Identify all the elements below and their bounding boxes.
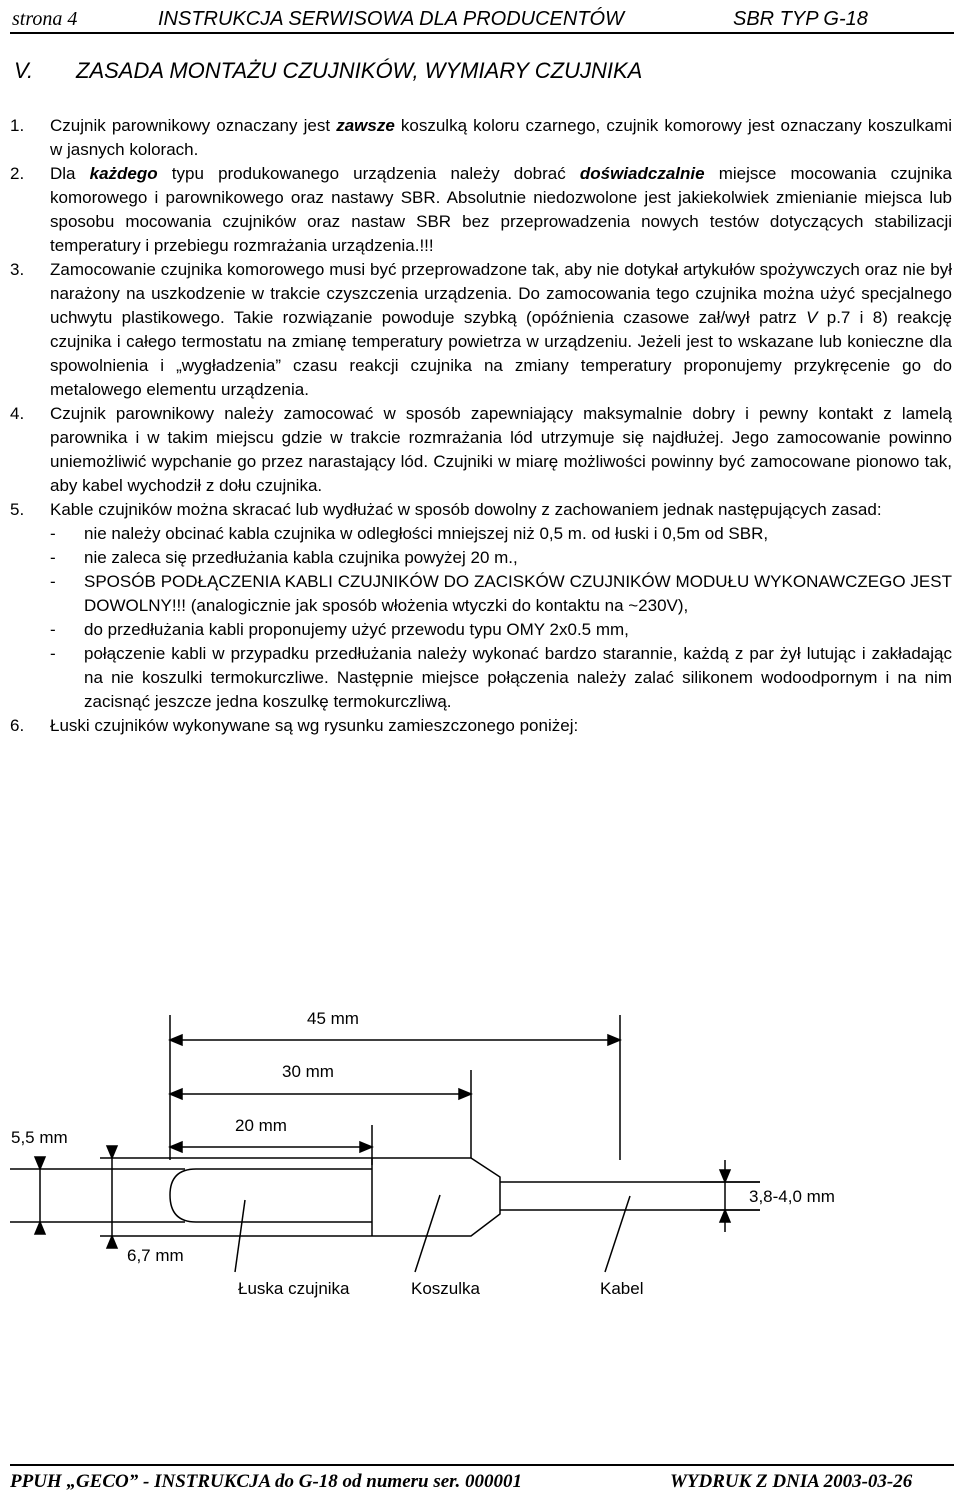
list-item: 6. Łuski czujników wykonywane są wg rysunku zamieszczonego poniżej: xyxy=(10,714,952,738)
page-header xyxy=(10,6,954,34)
page-number: strona 4 xyxy=(12,8,78,30)
item-number: 6. xyxy=(10,716,25,735)
dimension-label-45mm: 45 mm xyxy=(307,1009,359,1028)
device-type: SBR TYP G-18 xyxy=(733,8,868,30)
emphasis: V xyxy=(806,308,818,327)
document-title: INSTRUKCJA SERWISOWA DLA PRODUCENTÓW xyxy=(158,8,624,30)
sub-list-item: - nie zaleca się przedłużania kabla czujnika powyżej 20 m., xyxy=(50,548,518,567)
list-item: 3. Zamocowanie czujnika komorowego musi być przeprowadzone tak, aby nie dotykał artykułów spożywczych oraz nie był narażony na uszkodzenie w trakcie czyszczenia urządzenia. Do zamocowania tego czujnika można użyć specjalnego uchwytu plastikowego. Takie rozwiązanie powoduje szybką (opóźnienia czasowe zał/wył patrz V p.7 i 8) reakcję czujnika i całego termostatu na zmianę temperatury powietrza w urządzeniu. Jeżeli jest to wskazane lub konieczne dla spowolnienia i „wygładzenia” czasu reakcji czujnika na zmiany temperatury proponujemy przykręcenie go do metalowego elementu urządzenia. xyxy=(10,260,952,399)
sensor-drawing-svg xyxy=(0,990,960,1320)
dimension-label-cable: 3,8-4,0 mm xyxy=(749,1187,835,1206)
dimension-label-30mm: 30 mm xyxy=(282,1062,334,1081)
sensor-shell-drawing xyxy=(0,990,960,1320)
label-cable: Kabel xyxy=(600,1279,644,1298)
shell-body xyxy=(170,1169,372,1222)
sleeve-body xyxy=(372,1158,500,1236)
instructions-list xyxy=(10,114,952,738)
item-number: 5. xyxy=(10,500,25,519)
emphasis: zawsze xyxy=(336,116,395,135)
footer-document-info: PPUH „GECO” - INSTRUKCJA do G-18 od numeru ser. 000001 xyxy=(10,1471,523,1492)
sub-list-item: - SPOSÓB PODŁĄCZENIA KABLI CZUJNIKÓW DO ZACISKÓW CZUJNIKÓW MODUŁU WYKONAWCZEGO JEST DOWOLNY!!! (analogicznie jak sposób włożenia wtyczki do kontaktu na ~230V), xyxy=(50,572,952,615)
section-number: V. xyxy=(14,58,34,83)
list-item: 1. Czujnik parownikowy oznaczany jest zawsze koszulką koloru czarnego, czujnik komorowy jest oznaczany koszulkami w jasnych kolorach. xyxy=(10,116,953,159)
emphasis: doświadczalnie xyxy=(579,164,705,183)
list-item: 5. Kable czujników można skracać lub wydłużać w sposób dowolny z zachowaniem jednak następujących zasad: - nie należy obcinać kabla czujnika w odległości mniejszej niż 0,5 m. od łuski i 0,5m od SBR, - nie zaleca się przedłużania kabla czujnika powyżej 20 m., - SPOSÓB PODŁĄCZENIA KABLI CZUJNIKÓW DO ZACISKÓW CZUJNIKÓW MODUŁU WYKONAWCZEGO JEST DOWOLNY!!! (analogicznie jak sposób włożenia wtyczki do kontaktu na ~230V), - do przedłużania kabli proponujemy użyć przewodu typu OMY 2x0.5 mm, - połączenie kabli w przypadku przedłużania należy wykonać bardzo starannie, każdą z par żył lutując i zakładając na nie koszulki termokurczliwe. Następnie miejsce połączenia należy zalać silikonem wodoodpornym i na nim zacisnąć jeszcze jedna koszulkę termokurczliwą. xyxy=(10,498,952,714)
section-heading xyxy=(14,58,642,84)
leader-cable xyxy=(605,1196,630,1272)
item-number: 4. xyxy=(10,404,25,423)
label-sensor-shell: Łuska czujnika xyxy=(238,1279,350,1298)
label-sleeve: Koszulka xyxy=(411,1279,480,1298)
list-item: 4. Czujnik parownikowy należy zamocować w sposób zapewniający maksymalnie dobry i pewny kontakt z lamelą parownika i w takim miejscu gdzie w trakcie rozmrażania lód utrzymuje się najdłużej. Jego zamocowanie powinno uniemożliwić wypchanie go przez narastający lód. Czujniki w miarę możliwości powinny być zamocowane pionowo tak, aby kabel wychodził z dołu czujnika. xyxy=(10,404,952,495)
emphasis: każdego xyxy=(89,164,158,183)
dimension-label-5-5mm: 5,5 mm xyxy=(11,1128,68,1147)
footer-print-date: WYDRUK Z DNIA 2003-03-26 xyxy=(670,1471,913,1492)
item-number: 3. xyxy=(10,260,25,279)
sub-list xyxy=(50,522,952,714)
dimension-label-6-7mm: 6,7 mm xyxy=(127,1246,184,1265)
leader-sleeve xyxy=(415,1195,440,1272)
item-number: 2. xyxy=(10,164,25,183)
sub-list-item: - nie należy obcinać kabla czujnika w odległości mniejszej niż 0,5 m. od łuski i 0,5m od SBR, xyxy=(50,524,769,543)
list-item: 2. Dla każdego typu produkowanego urządzenia należy dobrać doświadczalnie miejsce mocowania czujnika komorowego i parownikowego oraz nastawy SBR. Absolutnie niedozwolone jest jakiekolwiek zmienianie miejsca lub sposobu mocowania czujników oraz nastaw SBR bez przeprowadzenia nowych testów dotyczących stabilizacji temperatury i przebiegu rozmrażania urządzenia.!!! xyxy=(10,164,953,255)
item-number: 1. xyxy=(10,116,25,135)
sub-list-item: - do przedłużania kabli proponujemy użyć przewodu typu OMY 2x0.5 mm, xyxy=(50,620,629,639)
sub-list-item: - połączenie kabli w przypadku przedłużania należy wykonać bardzo starannie, każdą z par żył lutując i zakładając na nie koszulki termokurczliwe. Następnie miejsce połączenia należy zalać silikonem wodoodpornym i na nim zacisnąć jeszcze jedna koszulkę termokurczliwą. xyxy=(50,644,952,711)
section-title-text: ZASADA MONTAŻU CZUJNIKÓW, WYMIARY CZUJNIKA xyxy=(76,58,643,83)
dimension-label-20mm: 20 mm xyxy=(235,1116,287,1135)
page-footer xyxy=(10,1464,954,1492)
